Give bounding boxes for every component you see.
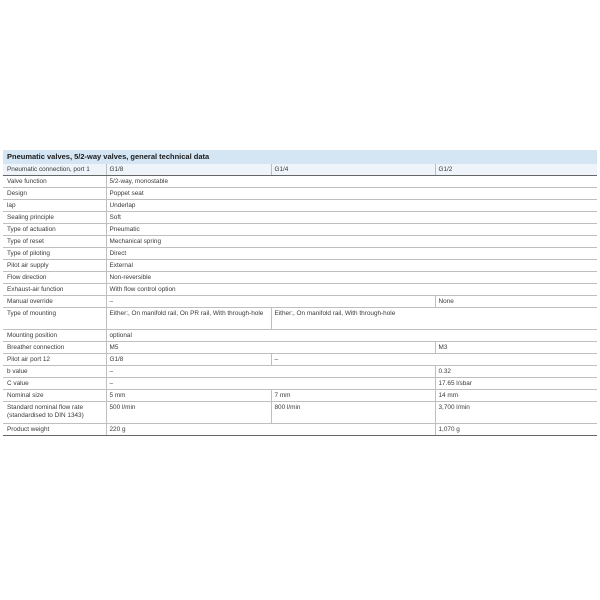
table-row — [3, 236, 597, 248]
row-value: Underlap — [106, 200, 597, 212]
row-label: Flow direction — [3, 272, 106, 284]
table-row — [3, 188, 597, 200]
technical-data-sheet — [3, 150, 597, 436]
row-value: Soft — [106, 212, 597, 224]
row-value: None — [435, 296, 597, 308]
row-label: Type of actuation — [3, 224, 106, 236]
row-label: Valve function — [3, 176, 106, 188]
row-value: 7 mm — [271, 390, 435, 402]
row-value: G1/8 — [106, 354, 271, 366]
table-row — [3, 342, 597, 354]
table-row — [3, 296, 597, 308]
table-row — [3, 378, 597, 390]
row-value: Mechanical spring — [106, 236, 597, 248]
table-row — [3, 354, 597, 366]
row-label: Product weight — [3, 424, 106, 436]
technical-data-table — [3, 164, 597, 436]
row-value: – — [106, 296, 435, 308]
row-label: Exhaust-air function — [3, 284, 106, 296]
row-value: 0.32 — [435, 366, 597, 378]
row-value: 14 mm — [435, 390, 597, 402]
row-value: optional — [106, 330, 597, 342]
row-value: Non-reversible — [106, 272, 597, 284]
table-row — [3, 390, 597, 402]
table-row — [3, 402, 597, 424]
row-label: Pilot air supply — [3, 260, 106, 272]
header-col-g14: G1/4 — [271, 164, 435, 176]
table-row — [3, 200, 597, 212]
table-row — [3, 424, 597, 436]
row-value: 17.65 l/sbar — [435, 378, 597, 390]
table-row — [3, 272, 597, 284]
row-value: 800 l/min — [271, 402, 435, 424]
row-label: Manual override — [3, 296, 106, 308]
row-label: Mounting position — [3, 330, 106, 342]
row-label: Nominal size — [3, 390, 106, 402]
row-label: C value — [3, 378, 106, 390]
header-col-g12: G1/2 — [435, 164, 597, 176]
row-label: Pilot air port 12 — [3, 354, 106, 366]
row-label: Design — [3, 188, 106, 200]
table-row — [3, 308, 597, 330]
row-value: With flow control option — [106, 284, 597, 296]
row-label: Type of piloting — [3, 248, 106, 260]
table-row — [3, 284, 597, 296]
table-row — [3, 330, 597, 342]
row-value: 5 mm — [106, 390, 271, 402]
row-value: – — [106, 366, 435, 378]
row-value: Direct — [106, 248, 597, 260]
header-label: Pneumatic connection, port 1 — [3, 164, 106, 176]
row-value: Either:, On manifold rail, On PR rail, With through-hole — [106, 308, 271, 330]
row-value: External — [106, 260, 597, 272]
table-title: Pneumatic valves, 5/2-way valves, general technical data — [3, 150, 597, 164]
row-value: 3,700 l/min — [435, 402, 597, 424]
row-value: M5 — [106, 342, 435, 354]
table-row — [3, 248, 597, 260]
row-value: 220 g — [106, 424, 435, 436]
row-value: Pneumatic — [106, 224, 597, 236]
header-col-g18: G1/8 — [106, 164, 271, 176]
row-value: 1,070 g — [435, 424, 597, 436]
row-value: Poppet seat — [106, 188, 597, 200]
row-label: lap — [3, 200, 106, 212]
row-label: Type of mounting — [3, 308, 106, 330]
row-value: – — [106, 378, 435, 390]
header-row — [3, 164, 597, 176]
table-row — [3, 224, 597, 236]
row-value: – — [271, 354, 597, 366]
table-row — [3, 366, 597, 378]
row-value: Either:, On manifold rail, With through-hole — [271, 308, 597, 330]
row-value: M3 — [435, 342, 597, 354]
row-label: Sealing principle — [3, 212, 106, 224]
row-label: Standard nominal flow rate (standardised to DIN 1343) — [3, 402, 106, 424]
row-label: Type of reset — [3, 236, 106, 248]
row-value: 500 l/min — [106, 402, 271, 424]
row-value: 5/2-way, monostable — [106, 176, 597, 188]
table-row — [3, 212, 597, 224]
row-label: Breather connection — [3, 342, 106, 354]
table-row — [3, 260, 597, 272]
row-label: b value — [3, 366, 106, 378]
table-row — [3, 176, 597, 188]
